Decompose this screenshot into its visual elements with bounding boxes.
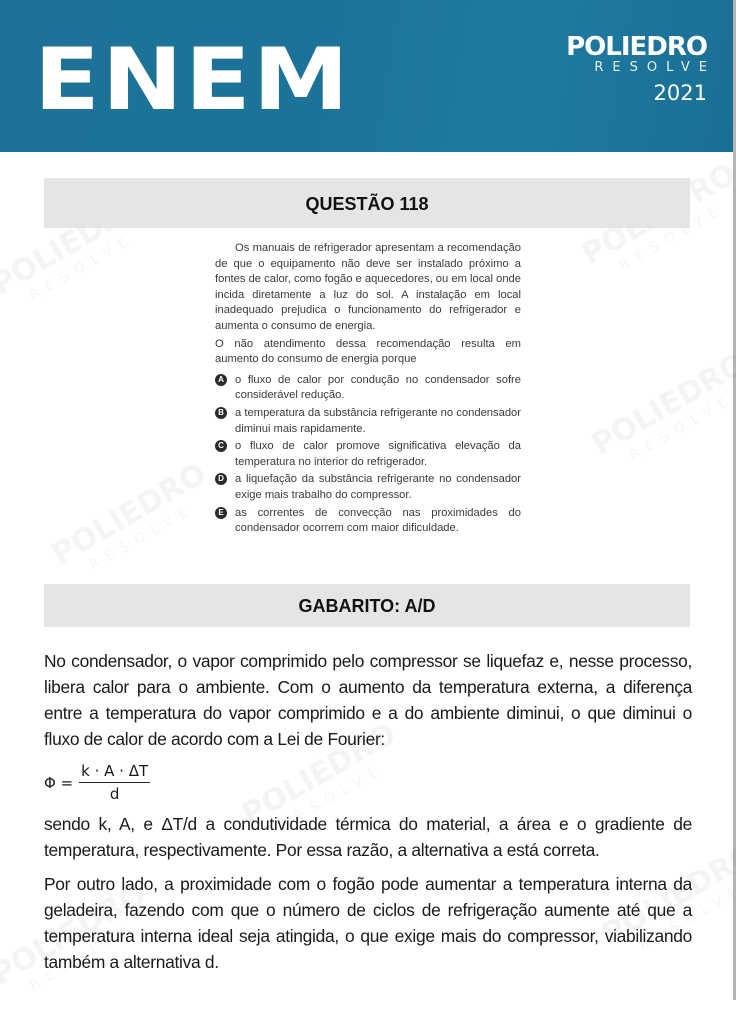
- formula-numerator: k · A · ΔT: [79, 761, 150, 783]
- option-text: a temperatura da substância refrigerante no condensador diminui mais rapidamente.: [235, 406, 521, 435]
- options-list: [215, 373, 521, 537]
- header-banner: [0, 0, 733, 152]
- formula-lhs: Φ =: [44, 774, 74, 792]
- formula-denominator: d: [109, 785, 120, 803]
- resolution: [44, 648, 692, 975]
- option-a: [215, 373, 521, 404]
- exam-year: 2021: [653, 81, 707, 105]
- option-c: [215, 439, 521, 470]
- resolution-paragraph-1: No condensador, o vapor comprimido pelo compressor se liquefaz e, nesse processo, libera calor para o ambiente. Com o aumento da temperatura externa, a diferença entre a temperatura do vapor comprimido e a do ambiente diminui, o que diminui o fluxo de calor de acordo com a Lei de Fourier:: [44, 651, 692, 749]
- option-b: [215, 406, 521, 437]
- watermark: [589, 351, 736, 482]
- question-header: QUESTÃO 118: [44, 178, 690, 228]
- watermark: [49, 461, 224, 592]
- fourier-formula: [44, 757, 692, 809]
- formula-fraction: [79, 761, 150, 805]
- option-letter-icon: E: [215, 507, 227, 519]
- question-text: Os manuais de refrigerador apresentam a recomendação de que o equipamento não deve ser instalado próximo a fontes de calor, como fogão e aquecedores, ou em local onde incida diretamente a luz do sol. A instalação em local inadequado prejudica o funcionamento do refrigerador e aumenta o consumo de energia.: [215, 242, 521, 332]
- option-letter-icon: B: [215, 407, 227, 419]
- question-prompt: O não atendimento dessa recomendação resulta em aumento do consumo de energia porque: [215, 337, 521, 366]
- option-letter-icon: A: [215, 374, 227, 386]
- brand-subtitle: RESOLVE: [594, 60, 716, 75]
- enem-logo: ENEM: [34, 30, 352, 130]
- option-e: [215, 506, 521, 537]
- question-body: [215, 241, 521, 539]
- option-text: as correntes de convecção nas proximidades do condensador ocorrem com maior dificuldade.: [235, 506, 521, 535]
- option-letter-icon: C: [215, 440, 227, 452]
- option-d: [215, 472, 521, 503]
- answer-key-header: GABARITO: A/D: [44, 584, 690, 627]
- brand-name: POLIEDRO: [566, 32, 707, 62]
- poliedro-brand: [566, 32, 716, 108]
- resolution-paragraph-2: sendo k, A, e ΔT/d a condutividade térmica do material, a área e o gradiente de temperatura, respectivamente. Por essa razão, a alternativa a está correta.: [44, 814, 692, 860]
- option-text: o fluxo de calor por condução no condensador sofre considerável redução.: [235, 373, 521, 402]
- option-text: a liquefação da substância refrigerante no condensador exige mais trabalho do compressor.: [235, 473, 521, 501]
- option-letter-icon: D: [215, 473, 227, 485]
- option-text: o fluxo de calor promove significativa elevação da temperatura no interior do refrigerador.: [235, 440, 521, 468]
- resolution-paragraph-3: Por outro lado, a proximidade com o fogão pode aumentar a temperatura interna da geladeira, fazendo com que o número de ciclos de refrigeração aumente até que a temperatura interna ideal seja atingida, o que exige mais do compressor, viabilizando também a alternativa d.: [44, 874, 692, 972]
